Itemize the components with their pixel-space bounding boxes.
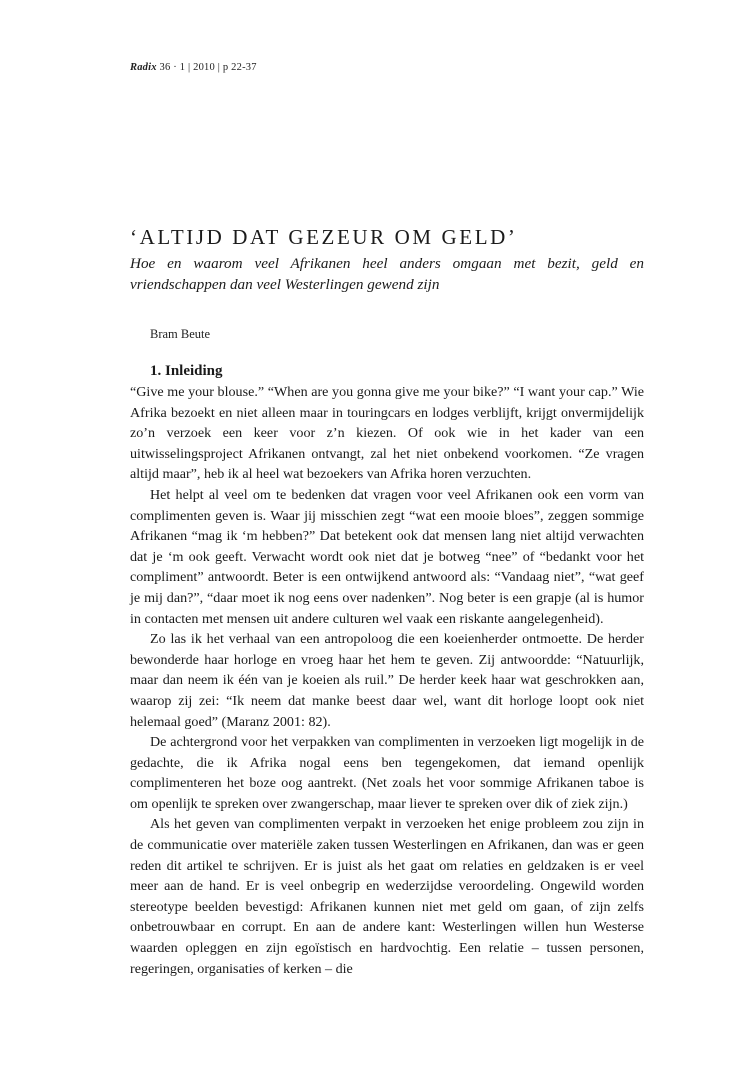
body-paragraph: Als het geven van complimenten verpakt in verzoeken het enige probleem zou zijn in de communicatie over materiële zaken tussen Westerlingen en Afrikanen, dan was er geen reden dit artikel te schrijven. Er is juist als het gaat om relaties en geldzaken is er veel meer aan de hand. Er is veel onbegrip en wederzijdse veroordeling. Ongewild worden stereotype beelden bevestigd: Afrikanen kunnen niet met geld om gaan, of zijn zelfs onbetrouwbaar en corrupt. En aan de andere kant: Westerlingen willen hun Westerse waarden opleggen en zijn egoïstisch en hardvochtig. Een relatie – tussen personen, regeringen, organisaties of kerken – die — [130, 816, 644, 977]
article-subtitle: Hoe en waarom veel Afrikanen heel anders omgaan met bezit, geld en vriendschappen dan veel Westerlingen gewend zijn — [130, 255, 644, 293]
article-title: ‘ALTIJD DAT GEZEUR OM GELD’ — [130, 225, 518, 249]
body-paragraph: Zo las ik het verhaal van een antropoloog die een koeienherder ontmoette. De herder bewonderde haar horloge en vroeg haar het hem te geven. Zij antwoordde: “Natuurlijk, maar dan neem ik één van je koeien als ruil.” De herder keek haar wat geschrokken aan, waarop zij zei: “Ik neem dat manke beest daar wel, want dit horloge loopt ook niet helemaal goed” (Maranz 2001: 82). — [130, 631, 644, 730]
article-body — [130, 382, 644, 979]
body-paragraph: De achtergrond voor het verpakken van complimenten in verzoeken ligt mogelijk in de gedachte, die ik Afrika nogal eens ben tegengekomen, dat iemand openlijk complimenteren het boze oog aantrekt. (Net zoals het voor sommige Afrikanen taboe is om openlijk te spreken over zwangerschap, maar liever te spreken over dik of ziek zijn.) — [130, 734, 644, 812]
section-heading: 1. Inleiding — [150, 363, 223, 379]
journal-name: Radix — [130, 62, 157, 73]
running-header — [130, 62, 257, 73]
body-paragraph: “Give me your blouse.” “When are you gonna give me your bike?” “I want your cap.” Wie Afrika bezoekt en niet alleen maar in touringcars en lodges verblijft, krijgt onvermijdelijk zo’n verzoek een keer voor z’n kiezen. Of ook wie in het kader van een uitwisselingsproject Afrikanen ontvangt, zal het niet onbekend voorkomen. “Ze vragen altijd maar”, heb ik al heel wat bezoekers van Afrika horen verzuchten. — [130, 384, 644, 483]
article-author: Bram Beute — [150, 327, 211, 341]
body-paragraph: Het helpt al veel om te bedenken dat vragen voor veel Afrikanen ook een vorm van complimenten geven is. Waar jij misschien zegt “wat een mooie bloes”, zeggen sommige Afrikanen “mag ik ‘m hebben?” Dat betekent ook dat mensen lang niet altijd verwachten dat je ‘m ook geeft. Verwacht wordt ook niet dat je botweg “nee” of “bedankt voor het compliment” antwoordt. Beter is een ontwijkend antwoord als: “Vandaag niet”, “wat geef je mij dan?”, “daar moet ik nog eens over nadenken”. Nog beter is een grapje (al is humor in contacten met mensen uit andere culturen wel vaak een riskante aangelegenheid). — [130, 486, 644, 627]
journal-citation: 36 · 1 | 2010 | p 22-37 — [156, 62, 257, 73]
